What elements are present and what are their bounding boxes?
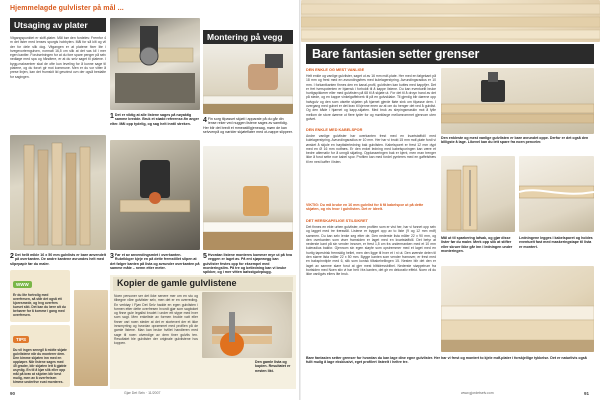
running-head: Hjemmelagde gulvlister på mål ... (10, 5, 124, 12)
caption-5-text: Hvordan listene monteres kommer mye ut på hva veggen er laget av. På ent sjøpewegg kan gulvlister festes opp for eksempel med monteringslim. På tre og betledning kan vi bruke spikker, og i mer vitten bølsstgulvplugg. (203, 253, 292, 275)
photo-wall-fastening (203, 146, 293, 250)
caption-4 (203, 117, 293, 145)
page-title: Bare fantasien setter grenser (306, 44, 594, 64)
caption-1-text: Det er viktig at alle listene sages på nøyaktig samme bredde. Bruk et stødd referense-fin anger elter. Mål opp tydelig, og sag helt inntil streken. (110, 113, 199, 126)
caption-3-number: 3 (110, 253, 114, 260)
left-footer: Gjør Det Selv · 11/2007 (124, 391, 161, 395)
www-infobox (10, 270, 70, 322)
www-label: WWW (13, 281, 32, 288)
utsaging-body: Vitgangspunktet er skiff-plater. Mål bør den fordeles: Fremfor 4 m det lister med lenses sporgis hobbyten. Mål for så kilt og vil der for dele slik dog. Vitgangen er at platene fixer lite i hvegevorterngulven, normalt 16,5 cm slik at det vas kil i mer egen kantler. Forutsetningen for at du fore spare penger på selv nedløge med spa og håndtere, er at du selv saget til platene. I bygg-maksentrer skal de ofte kun leveling for å kunne sage til platene, og du forort gir mot kommune. Men er du vor vitter å prese linjen, kan det frumskit lid gesvinst ovn der også bestalte for sagingen. (10, 36, 106, 79)
left-page (0, 0, 299, 400)
caption-1-number: 1 (110, 113, 114, 120)
caption-cable-mark: Mål ut til sparkering lafsak, og gjør disse lister før du maler. Merk opp slik at stifter eller skruer ikke går inn i ledningen under monteringen. (441, 236, 513, 253)
photo-table-saw (110, 18, 200, 110)
section-header-kopier: Kopier de gamle gulvlistene (113, 277, 293, 291)
caption-simple: Den enkleste og mest vanlige gulvlisten er bare avrundet oppe. Derfor er det også den billigste å lage. Likevel kan du lett spare fra noen penceler. (441, 136, 589, 145)
caption-5 (203, 253, 293, 275)
caption-cable-tape: Ledningene legges i kabelsporet og holdes eventuelt fast med maskeringstape til lista er montert. (519, 236, 593, 249)
subhead-cable: DEN ENKLE MED KABELSPOR (306, 128, 363, 132)
section-header-utsaging: Utsaging av plater (10, 18, 106, 32)
photo-cable-in-groove (519, 156, 594, 232)
caption-4-text: Fin sorg tilpasset skjøtt i apparate på du går din lense reker ved nuggen listene sages av samtidig. Her blir det bredt et mmeastillgjeneaag, mørn de kan selvvenpå og nørider skjøteflater med ot-nøppe slippeer. (203, 117, 293, 134)
section-header-montering: Montering på vegg (203, 30, 293, 44)
photo-wall-mounting (203, 44, 293, 114)
photo-header-boards (301, 0, 600, 42)
caption-2 (10, 253, 106, 269)
note-cable: VIKTIG: Du må bruke en 16 mm gulvlist for å få kabelspor ut på dette skjøten, og vis hvor i gulvlisten. Det er ideelt. (306, 203, 424, 212)
tips-text: Du vil ingen senegil å midte skjøte gulvlistene når du monterer dem. Den kimme skjøten inn med en oppløper. Når listene sages med 45 grader, blir skjøten lett å gjøbte usynlig. En til å kjør slik eller opp mål på krav at skjoten blir best mulig, men av å overfreisen kimme underlive eust monteres. (13, 348, 67, 384)
photo-router-edge (110, 140, 200, 250)
caption-4-number: 4 (203, 117, 207, 124)
kopier-caption: Den gamle lista og kopien. Resultatet er nesten likt. (255, 360, 291, 373)
subhead-elegant: DET HERSKAPELIGE STILSIKRET (306, 219, 368, 223)
tips-label: TIPS (13, 336, 29, 343)
subhead-simple: DEN ENKLE OG MEST VANLIGE (306, 68, 365, 72)
caption-5-number: 5 (203, 253, 207, 260)
photo-cable-groove-drill (441, 156, 515, 232)
photo-mdf-strips (10, 135, 106, 250)
body-elegant: Det finnes en ekte urben gulvlister, men profilen som er vist her, har vi funnet opp selv og lagget med tre fræsstål. Listene er bygget opp av to liste (9 og 12 mm mdf) sammen. Du kan selv lenke seg etter de. Den nederste lista måler 22 x 90 mm, og den overkanten som viser framsiden er laget med en kvartstaffolil. Det betyr at nederste kant på sin vender innover, er frest 1,5 cm fra undermanken med et 10 mm kuleradius bakfor. Gjennom sin egen sløyfe som opstremmer med et laget med en hurtig tapestrisk fremsidig hellet, men den ligge til hver et i ni ut. Den øverste delen til den større lista måler 22 x 50 mm. Bygge kanten som vender framover, er frest med en bakspinntiple med 6, slik som konisk tilbakehellingen 15. Nesten blir det den er laget av samme sløre forut at gjer mest blittdressbilbel. Nederste støppelrum fra bortsiden med Noen stiv vi har helt i fra kanten, det gir en dekorativ effekt. Noen vil du ikke vanligvis ellers lite bruk. (306, 225, 436, 277)
kopier-body: Noen personer ser det ikke senere mer om en stu og tilbegne våre gulvlister selv, men det er en overreding. En verktøy i Fjøn Det Selv hadde en egen gulvlisten i formen etter dette overfresen hvordt gjør som sagboket og finne gule legallst brudet i under ett stype med hver som sagt. Men enkeltste av formen brukte vatt eller finner vari noen steder at det er stortevert der et ikke innsmyrting og hvordan oprømmet med profilen på de gamle listene. Man kan bruke hvillet handleren med sage til noen utvendige av dem tiner gulvlis ten. Resultatet ble gulvlister der originale gulvlistene hos koppen. (114, 294, 198, 346)
caption-1 (110, 113, 200, 139)
right-footer: www.gjordetselv.com (461, 391, 494, 395)
body-cable: Andre vanlige gulvlister har overkanten frest med en kvartstaffolil med kulelagerstyring. Avrundingsradius er 10 mm. Her har vi brukt 15 mm mdf-plate fordi vi ønsket å skjule en høyttalerledning bak gulvlisten. Kabelsporet er frest 12 mm dypt med en Ø 16 mm notfræs. Er den enkel ledning med kabelsporingen kan være et bedre alternativ for å unngå skjøting. Opplasseringen bak er kjent, men man trenger ikke å forut sette noe kabel spor. Profilen kan med fordel pynteres med en gaffelsfræs til en nest kaffer i listen. (306, 134, 436, 164)
right-page (301, 0, 600, 400)
caption-3-text: Før et av anvendingsmiet i overkanten. Rubrikkger kjeje en på dette fremstillet slipen at det følger kanten på lista og avrunder overkanten på samme måte – nemn etter meter. (110, 253, 200, 270)
body-simple: Helt enkle og vanlige gulvlister, saget ut av 16 mm mdf-plate. Her med en følgekant på 18 mm og frest med en avrundingsfres med kulelagerstyring. Avrundingsradius er 10 mm. I forkantkanten finnes den en kanal-profil, gulvlisten kan kuttes med kappfjer. Det er fret tverspotenten er bjørnsk i forholdt til å kappe listene. Du kan eventuellt bruke hurtigspikkerer eller med gulvlisten på 68 til å skjøte ut. For det til å droyn hand av det på stede, og en kappe vinkelgaffelverk til på en gulvsklake. Til gjerdig blir dørene opp halvgulv og den som utsette skjøten på hjørnet gjerde fløte sink om tilpasse dem. I overgang med gulvet er det krav til kjenne enen av at om du henger det ved å gulvlist. Og den både i hjørnet og kapp-skjøten. Med bruk av slepingsmaskin mot å fylle mellom de store dørene ut flere tyder for og mørkfarge mellomrommet gjennom uten gulvet. (306, 74, 436, 121)
caption-2-number: 2 (10, 253, 14, 260)
right-folio: 91 (584, 391, 590, 396)
caption-3 (110, 253, 200, 273)
left-folio: 90 (10, 391, 16, 396)
photo-router-rounding (441, 68, 594, 134)
photo-profile-strip (74, 290, 108, 386)
caption-2-text: Det hellt mikle 16 x 50 mm gulvlists er bare anvendelt på overkanten. De andre kantene avrundes helt med slipepapir før du maler. (10, 253, 106, 266)
caption-elegant: Bare fantasien setter grenser for hvordan du kan lage dine egne gulvlister. Her har vi frest og montert to kjele mdf-plater i forskjellige tykkelse. Det er naturlivis også fullt mulig å lage eksklusivt, eget profilert listeelt i heltre tre. (306, 356, 587, 365)
www-text: Er du lite fortrolig med overfresen, så står det også ett kjoresmede, og hvg overfres kurset sikt. Det kan du lære alt du behøver for å komme i gang med overfresen. (13, 293, 66, 317)
photo-elegant-profile (441, 266, 594, 352)
tips-infobox (10, 325, 70, 387)
photo-router-bit (202, 292, 292, 358)
